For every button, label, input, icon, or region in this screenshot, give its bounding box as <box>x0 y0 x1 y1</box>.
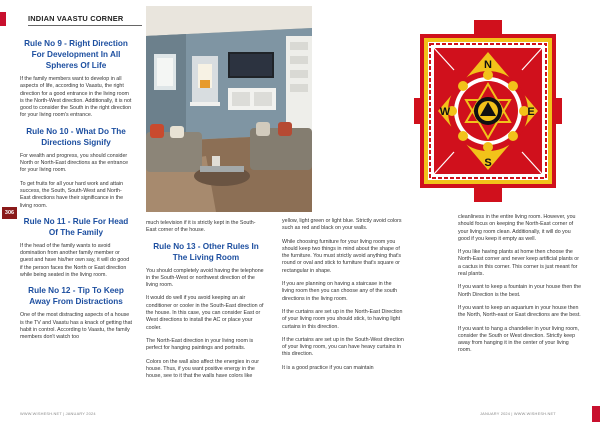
yantra-letter-east: E <box>527 106 535 118</box>
footer-right: JANUARY 2024 | WWW.WISHESH.NET <box>480 411 556 416</box>
col3-text-2: While choosing furniture for your living room you should keep two things in mind about the shape of the furniture. You must strictly avoid anything that's round or oval and stick to furniture that's square or rectangular in shape. <box>282 238 402 274</box>
page-number: 306 <box>2 207 17 219</box>
rule-13-heading: Rule No 13 - Other Rules In The Living Room <box>153 241 259 262</box>
rule-11-heading: Rule No 11 - Rule For Head Of The Family <box>23 216 129 237</box>
rule-12-continued: much television if it is strictly kept in the South-East corner of the house. <box>146 220 256 234</box>
column-4 <box>458 214 582 361</box>
rule-11-text: If the head of the family wants to avoid domination from another family member or guest and have his/her own say, it will do good if the person faces the North or East direction while being seated in the living room. <box>20 242 130 279</box>
rule-9-text: If the family members want to develop in all aspects of life, according to Vaastu, the right direction for a good entrance in the living room is the North-West direction. Additionally, it is not good to consider the South in the right direction for your living room's entrance. <box>20 76 132 119</box>
rule-10-heading: Rule No 10 - What Do The Directions Signify <box>26 126 126 147</box>
col3-text-1: yellow, light green or light blue. Strictly avoid colors such as red and black on your walls. <box>282 218 402 232</box>
col4-text-1: cleanliness in the entire living room. However, you should focus on keeping the North-East corner of your living room clean. Additionally, it will do you good if you keep it empty as well. <box>458 214 576 242</box>
rule-12-heading: Rule No 12 - Tip To Keep Away From Distractions <box>28 286 124 307</box>
yantra-letter-north: N <box>484 59 492 71</box>
col3-text-4: If the curtains are set up in the North-East Direction of your living room you should stick, to having light curtains in this direction. <box>282 308 403 330</box>
rule-13-text-1: You should completely avoid having the telephone in the South-West or northwest direction of the living room. <box>146 267 264 289</box>
rule-9-heading: Rule No 9 - Right Direction For Development In All Spheres Of Life <box>24 39 128 70</box>
header-accent-bar <box>0 12 6 26</box>
living-room-photo <box>146 6 312 212</box>
col4-text-2: If you like having plants at home then choose the North-East corner and never keep artificial plants or a cactus in this corner. This corner is just meant for real plants. <box>458 249 580 278</box>
rule-13-text-2: It would do well if you avoid keeping an air conditioner or cooler in the South-East direction of the house. In this case, you can consider East or West directions to install the AC or place your cooler. <box>146 295 264 331</box>
yantra-letter-west: W <box>439 106 451 118</box>
rule-13-text-3: The North-East direction in your living room is perfect for hanging paintings and portraits. <box>146 337 254 352</box>
col3-text-3: If you are planning on having a staircase in the living room then you can choose any of the south directions in the living room. <box>282 281 398 302</box>
col4-text-3: If you want to keep a fountain in your house then the North Direction is the best. <box>458 284 582 298</box>
footer-accent-bar <box>592 406 600 422</box>
rule-13-text-4: Colors on the wall also affect the energies in our house. Thus, if you want positive energy in the house, see to it that the walls have colors like <box>146 358 259 380</box>
col3-text-5: If the curtains are set up in the South-West direction of your living room, you can have heavy curtains in this direction. <box>282 336 404 358</box>
column-1 <box>20 38 132 348</box>
col3-text-6: It is a good practice if you can maintain <box>282 364 374 371</box>
header-underline <box>28 25 142 26</box>
footer-left: WWW.WISHESH.NET | JANUARY 2024 <box>20 411 96 416</box>
section-title: INDIAN VAASTU CORNER <box>28 14 124 23</box>
col4-text-4: If you want to keep an aquarium in your house then the North, North-east or East directions are the best. <box>458 304 581 319</box>
rule-10-text-2: To get fruits for all your hard work and attain success, the South, South-West and North-East directions have their significance in the living room. <box>20 180 124 209</box>
col4-text-5: If you want to hang a chandelier in your living room, consider the South or West direction. Strictly keep away from hanging it in the center of your living room. <box>458 325 580 354</box>
column-3 <box>282 218 404 378</box>
rule-10-text-1: For wealth and progress, you should consider North or North-East directions as the entrance for your living room. <box>20 152 129 174</box>
vaastu-yantra-image <box>414 12 562 208</box>
column-2 <box>146 220 266 386</box>
yantra-letter-south: S <box>484 157 492 169</box>
rule-12-text: One of the most distracting aspects of a house is the TV and Vaastu has a knack of getting that habit in control. According to Vaastu, the family members don't watch too <box>20 312 132 341</box>
